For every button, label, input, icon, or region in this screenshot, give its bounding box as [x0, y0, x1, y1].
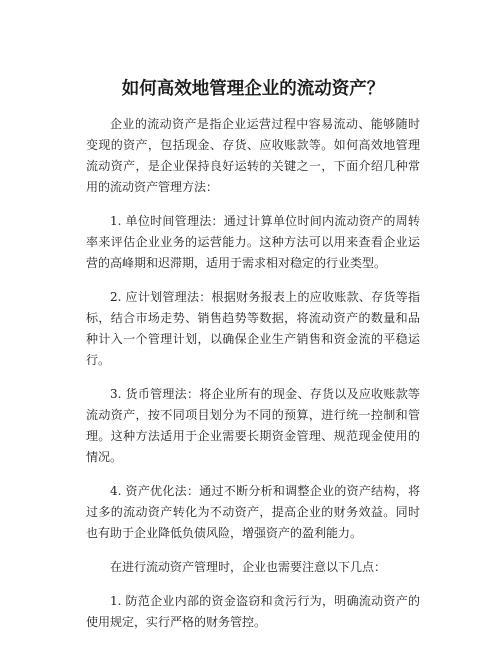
intro-paragraph: 企业的流动资产是指企业运营过程中容易流动、能够随时变现的资产，包括现金、存货、应收账款等。如何高效地管理流动资产，是企业保持良好运转的关键之一，下面介绍几种常用的流动资产管理方法：	[86, 117, 420, 194]
method-2-paragraph: 2. 应计划管理法：根据财务报表上的应收账款、存货等指标，结合市场走势、销售趋势等数据，将流动资产的数量和品种计入一个管理计划，以确保企业生产销售和资金流的平稳运行。	[86, 290, 420, 367]
method-3-paragraph: 3. 货币管理法：将企业所有的现金、存货以及应收账款等流动资产，按不同项目划分为不同的预算，进行统一控制和管理。这种方法适用于企业需要长期资金管理、规范现金使用的情况。	[86, 387, 420, 464]
page-title: 如何高效地管理企业的流动资产？	[121, 79, 385, 99]
notes-intro-paragraph: 在进行流动资产管理时，企业也需要注意以下几点：	[110, 560, 387, 574]
note-1-paragraph: 1. 防范企业内部的资金盗窃和贪污行为，明确流动资产的使用规定，实行严格的财务管控。	[86, 594, 420, 629]
method-4-paragraph: 4. 资产优化法：通过不断分析和调整企业的资产结构，将过多的流动资产转化为不动资产，提高企业的财务效益。同时也有助于企业降低负债风险，增强资产的盈利能力。	[86, 484, 420, 540]
method-1-paragraph: 1. 单位时间管理法：通过计算单位时间内流动资产的周转率来评估企业业务的运营能力。这种方法可以用来查看企业运营的高峰期和迟滞期，适用于需求相对稳定的行业类型。	[86, 214, 420, 270]
